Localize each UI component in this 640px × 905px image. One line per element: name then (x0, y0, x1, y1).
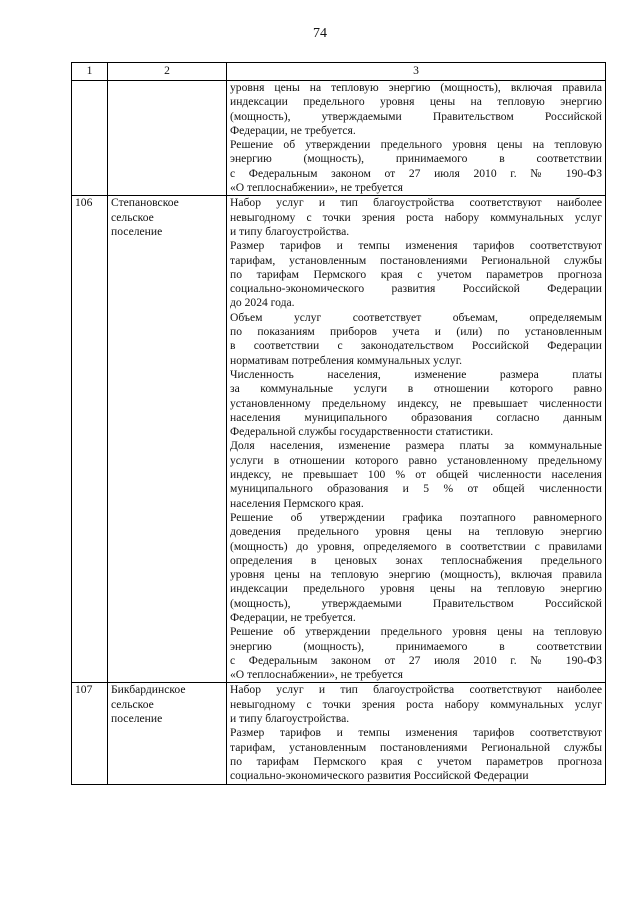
text-line: Размер тарифов и темпы изменения тарифов соответствуют (230, 239, 602, 253)
text-line: «О теплоснабжении», не требуется (230, 181, 404, 195)
settlement-name-line: Бикбардинское (111, 683, 186, 697)
settlement-name-line: сельское (111, 697, 154, 711)
text-line: услуги в отношении которого равно установленному предельному (230, 453, 602, 467)
text-line: установленному предельному индексу, не превышает численности (230, 396, 602, 410)
text-line: по тарифам Пермского края с учетом параметров прогноза (230, 267, 602, 281)
text-line: нормативам потребления коммунальных услуг. (230, 353, 463, 367)
description-paragraph (230, 239, 602, 310)
table-row (72, 196, 606, 683)
tariff-table (71, 62, 606, 785)
description-paragraph (230, 81, 602, 138)
description-paragraph (230, 726, 602, 783)
description-paragraph (230, 625, 602, 682)
description-paragraph (230, 196, 602, 239)
text-line: Набор услуг и тип благоустройства соответствуют наиболее (230, 683, 602, 697)
row-number: 107 (72, 683, 108, 784)
row-number (72, 81, 108, 196)
description-cell (227, 81, 606, 196)
page-number: 74 (313, 26, 327, 41)
description-cell (227, 196, 606, 683)
text-line: Решение об утверждении графика поэтапного равномерного (230, 510, 602, 524)
settlement-name-line: поселение (111, 224, 163, 238)
description-paragraph (230, 683, 602, 726)
text-line: «О теплоснабжении», не требуется (230, 668, 404, 682)
column-header-3: 3 (227, 63, 606, 81)
text-line: (мощность) до уровня, определяемого в соответствии с правилами (230, 539, 602, 553)
text-line: Доля населения, изменение размера платы за коммунальные (230, 439, 602, 453)
text-line: за коммунальные услуги в отношении которого равно (230, 382, 602, 396)
text-line: невыгодному с точки зрения роста набору коммунальных услуг (230, 210, 602, 224)
text-line: с Федеральным законом от 27 июля 2010 г. № 190-ФЗ (230, 166, 602, 180)
text-line: энергию (мощность), принимаемого в соответствии (230, 152, 602, 166)
text-line: индексации предельного уровня цены на тепловую энергию (230, 95, 602, 109)
text-line: и типу благоустройства. (230, 224, 350, 238)
column-header-2: 2 (108, 63, 227, 81)
text-line: невыгодному с точки зрения роста набору коммунальных услуг (230, 697, 602, 711)
settlement-name-line: Степановское (111, 196, 179, 210)
text-line: (мощность), утверждаемыми Правительством Российской (230, 596, 602, 610)
description-paragraph (230, 439, 602, 510)
text-line: в соответствии с законодательством Российской Федерации (230, 339, 602, 353)
text-line: уровня цены на тепловую энергию (мощность), включая правила (230, 568, 602, 582)
settlement-name-line: сельское (111, 210, 154, 224)
text-line: уровня цены на тепловую энергию (мощность), включая правила (230, 81, 602, 94)
text-line: с Федеральным законом от 27 июля 2010 г. № 190-ФЗ (230, 653, 602, 667)
text-line: социально-экономического развития Российской Федерации (230, 282, 602, 296)
settlement-name (108, 196, 227, 683)
text-line: населения Пермского края. (230, 496, 364, 510)
text-line: населения муниципального образования согласно данным (230, 410, 602, 424)
text-line: Объем услуг соответствует объемам, определяемым (230, 310, 602, 324)
table-row (72, 81, 606, 196)
description-cell (227, 683, 606, 784)
text-line: тарифам, установленным постановлениями Региональной службы (230, 253, 602, 267)
text-line: и типу благоустройства. (230, 712, 350, 726)
text-line: Решение об утверждении предельного уровня цены на тепловую (230, 138, 602, 152)
text-line: по показаниям приборов учета и (или) по установленным (230, 325, 602, 339)
text-line: Федерации, не требуется. (230, 610, 356, 624)
description-paragraph (230, 368, 602, 439)
text-line: Федеральной службы государственности статистики. (230, 425, 494, 439)
row-number: 106 (72, 196, 108, 683)
text-line: (мощность), утверждаемыми Правительством Российской (230, 109, 602, 123)
text-line: Размер тарифов и темпы изменения тарифов соответствуют (230, 726, 602, 740)
text-line: индексации предельного уровня цены на тепловую энергию (230, 582, 602, 596)
text-line: доведения предельного уровня цены на тепловую энергию (230, 525, 602, 539)
text-line: по тарифам Пермского края с учетом параметров прогноза (230, 754, 602, 768)
table-row (72, 683, 606, 784)
text-line: до 2024 года. (230, 296, 295, 310)
settlement-name (108, 81, 227, 196)
text-line: Решение об утверждении предельного уровня цены на тепловую (230, 625, 602, 639)
text-line: энергию (мощность), принимаемого в соответствии (230, 639, 602, 653)
description-paragraph (230, 311, 602, 368)
table-header-row (72, 63, 606, 81)
text-line: социально-экономического развития Российской Федерации (230, 769, 529, 783)
text-line: тарифам, установленным постановлениями Региональной службы (230, 740, 602, 754)
text-line: Федерации, не требуется. (230, 123, 356, 137)
text-line: индексу, не превышает 100 % от общей численности населения (230, 468, 602, 482)
description-paragraph (230, 511, 602, 625)
text-line: Набор услуг и тип благоустройства соответствуют наиболее (230, 196, 602, 210)
text-line: Численность населения, изменение размера платы (230, 367, 602, 381)
text-line: определения в ценовых зонах теплоснабжения предельного (230, 553, 602, 567)
settlement-name-line: поселение (111, 712, 163, 726)
settlement-name (108, 683, 227, 784)
column-header-1: 1 (72, 63, 108, 81)
description-paragraph (230, 138, 602, 195)
text-line: муниципального образования и 5 % от общей численности (230, 482, 602, 496)
